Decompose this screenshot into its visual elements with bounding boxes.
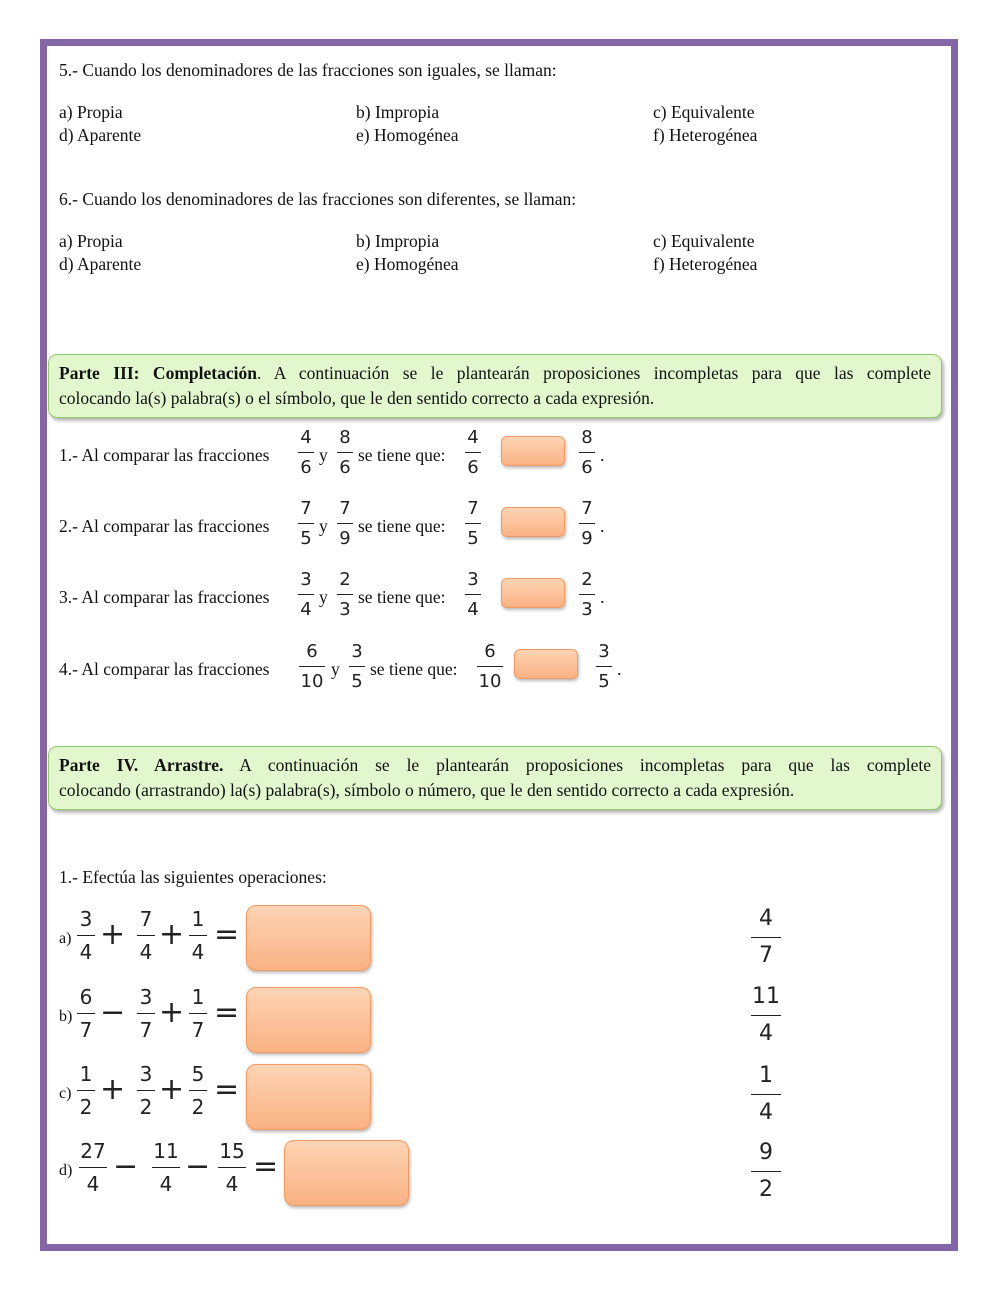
completion-1-fraction-a: 4 6 [298, 429, 314, 477]
operation-a-equals: = [214, 917, 240, 952]
operation-c-equals: = [214, 1072, 240, 1107]
completion-3-period: . [600, 587, 605, 607]
operation-d-fraction-1: 27 4 [80, 1139, 106, 1196]
operation-c-fraction-1: 1 2 [77, 1064, 95, 1117]
q5-option-f: f) Heterogénea [653, 125, 758, 145]
operation-c-fraction-3: 5 2 [189, 1064, 207, 1117]
completion-3-fraction-b: 2 3 [337, 571, 353, 619]
part-3-banner-line-2: colocando la(s) palabra(s) o el símbolo, que le den sentido correcto a cada expresión. [59, 388, 655, 408]
draggable-fraction-4[interactable]: 9 2 [751, 1142, 781, 1201]
completion-3-and: y [319, 587, 328, 607]
operation-a-answer-box[interactable] [246, 905, 371, 971]
completion-4-fraction-a: 6 10 [300, 641, 324, 692]
q6-option-d: d) Aparente [59, 254, 142, 274]
operation-d-answer-box[interactable] [284, 1140, 409, 1206]
completion-4-se-tiene: se tiene que: [370, 659, 458, 679]
completion-1-and: y [319, 445, 328, 465]
operation-d-equals: = [253, 1149, 279, 1184]
q5-option-d: d) Aparente [59, 125, 142, 145]
completion-3-answer-box[interactable] [501, 578, 565, 608]
q6-option-b: b) Impropia [356, 231, 440, 251]
q5-option-e: e) Homogénea [356, 125, 459, 145]
operation-a-fraction-2: 7 4 [137, 909, 155, 962]
q6-option-c: c) Equivalente [653, 231, 755, 251]
draggable-fraction-1[interactable]: 4 7 [751, 908, 781, 967]
q6-option-a: a) Propia [59, 231, 123, 251]
completion-2-fraction-a: 7 5 [298, 500, 314, 548]
completion-2-fraction-b: 7 9 [337, 500, 353, 548]
part-3-title: Parte III: Completación [59, 363, 257, 383]
operation-d-operator-2: − [185, 1149, 211, 1184]
q5-option-a: a) Propia [59, 102, 123, 122]
part-4-title: Parte IV. Arrastre. [59, 755, 224, 775]
completion-2-fraction-right: 7 9 [579, 500, 595, 548]
completion-2-and: y [319, 516, 328, 536]
q6-option-f: f) Heterogénea [653, 254, 758, 274]
part-4-banner-line-1 [59, 753, 931, 778]
completion-4-fraction-right: 3 5 [596, 643, 612, 691]
q5-option-b: b) Impropia [356, 102, 440, 122]
operation-c-operator-2: + [159, 1072, 185, 1107]
operation-d-fraction-2: 11 4 [153, 1139, 179, 1196]
operation-b-fraction-3: 1 7 [189, 987, 207, 1040]
q5-option-c: c) Equivalente [653, 102, 755, 122]
completion-1-prefix: 1.- Al comparar las fracciones [59, 445, 270, 465]
completion-2-period: . [600, 516, 605, 536]
completion-3-fraction-left: 3 4 [465, 571, 481, 619]
operations-instruction: 1.- Efectúa las siguientes operaciones: [59, 867, 327, 887]
completion-1-se-tiene: se tiene que: [358, 445, 446, 465]
part-4-banner-line-2: colocando (arrastrando) la(s) palabra(s), símbolo o número, que le den sentido correcto a cada expresión. [59, 780, 795, 800]
completion-4-fraction-left: 6 10 [478, 641, 502, 692]
operation-b-label: b) [59, 1008, 73, 1025]
q6-option-e: e) Homogénea [356, 254, 459, 274]
operation-a-operator-1: + [100, 917, 126, 952]
completion-4-fraction-b: 3 5 [349, 643, 365, 691]
draggable-fraction-2[interactable]: 11 4 [752, 984, 780, 1046]
completion-1-fraction-left: 4 6 [465, 429, 481, 477]
completion-3-prefix: 3.- Al comparar las fracciones [59, 587, 270, 607]
completion-3-se-tiene: se tiene que: [358, 587, 446, 607]
completion-1-fraction-right: 8 6 [579, 429, 595, 477]
operation-b-answer-box[interactable] [246, 987, 371, 1053]
question-5-text: 5.- Cuando los denominadores de las fracciones son iguales, se llaman: [59, 60, 557, 80]
completion-4-period: . [617, 659, 622, 679]
completion-3-fraction-a: 3 4 [298, 571, 314, 619]
question-6-text: 6.- Cuando los denominadores de las fracciones son diferentes, se llaman: [59, 189, 577, 209]
operation-a-fraction-3: 1 4 [189, 909, 207, 962]
completion-1-period: . [600, 445, 605, 465]
completion-2-se-tiene: se tiene que: [358, 516, 446, 536]
operation-b-operator-1: − [100, 995, 126, 1030]
completion-2-prefix: 2.- Al comparar las fracciones [59, 516, 270, 536]
completion-2-fraction-left: 7 5 [465, 500, 481, 548]
completion-4-answer-box[interactable] [514, 649, 578, 679]
completion-3-fraction-right: 2 3 [579, 571, 595, 619]
operation-b-equals: = [214, 995, 240, 1030]
draggable-fraction-3[interactable]: 1 4 [751, 1065, 781, 1124]
operation-b-fraction-1: 6 7 [77, 987, 95, 1040]
operation-c-answer-box[interactable] [246, 1064, 371, 1130]
part-4-banner [48, 746, 942, 810]
completion-1-fraction-b: 8 6 [337, 429, 353, 477]
completion-2-answer-box[interactable] [501, 507, 565, 537]
operation-d-fraction-3: 15 4 [219, 1139, 245, 1196]
completion-4-prefix: 4.- Al comparar las fracciones [59, 659, 270, 679]
part-3-banner [48, 354, 942, 418]
completion-4-and: y [331, 659, 340, 679]
operation-c-fraction-2: 3 2 [137, 1064, 155, 1117]
operation-c-label: c) [59, 1085, 72, 1102]
operation-d-operator-1: − [113, 1149, 139, 1184]
operation-a-label: a) [59, 930, 72, 947]
operation-a-fraction-1: 3 4 [77, 909, 95, 962]
operation-b-fraction-2: 3 7 [137, 987, 155, 1040]
part-3-intro: . A continuación se le plantearán proposiciones incompletas para que las complete [256, 363, 931, 383]
part-3-banner-line-1 [59, 361, 931, 386]
completion-1-answer-box[interactable] [501, 436, 565, 466]
operation-d-label: d) [59, 1162, 73, 1179]
operation-a-operator-2: + [159, 917, 185, 952]
operation-b-operator-2: + [159, 995, 185, 1030]
part-4-intro: A continuación se le plantearán proposiciones incompletas para que las complete [223, 755, 931, 775]
operation-c-operator-1: + [100, 1072, 126, 1107]
